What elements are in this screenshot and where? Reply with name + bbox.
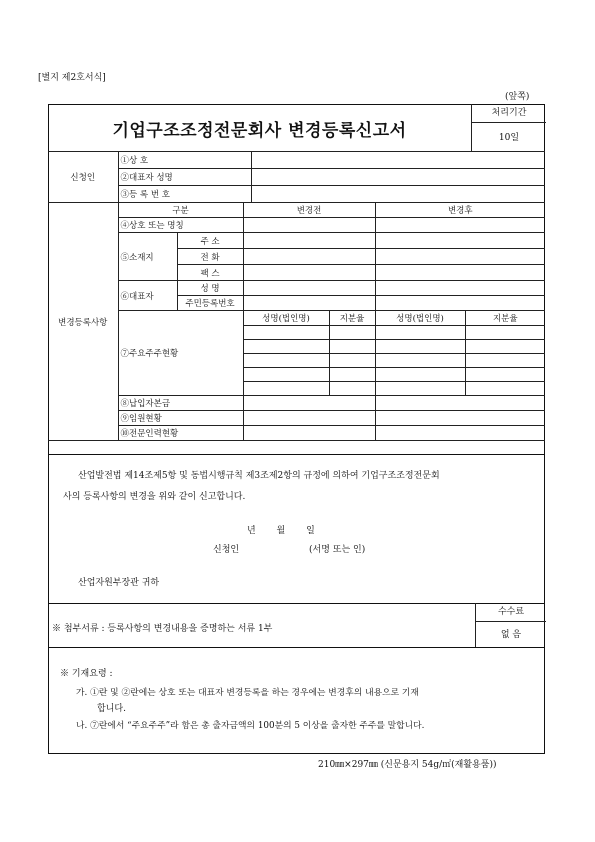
- note-ga-line-1: 가. ①란 및 ②란에는 상호 또는 대표자 변경등록을 하는 경우에는 변경후의 내용으로 기재: [76, 688, 419, 698]
- fee-value: 없 음: [500, 630, 522, 640]
- shareholder-cell[interactable]: [243, 368, 329, 382]
- processing-period-label: 처리기간: [472, 104, 546, 123]
- note-na-line: 나. ⑦란에서 “주요주주”라 함은 총 출자금액의 100분의 5 이상을 출자한 주주를 말합니다.: [76, 721, 425, 731]
- rep-name-before-field[interactable]: [243, 281, 375, 296]
- officers-after-field[interactable]: [375, 411, 545, 426]
- capital-after-field[interactable]: [375, 396, 545, 411]
- attachment-text: ※ 첨부서류 : 등록사항의 변경내용을 증명하는 서류 1부: [52, 624, 273, 634]
- form-number-label: [별지 제2호서식]: [38, 73, 106, 83]
- company-name-label: ①상 호: [118, 152, 251, 169]
- applicant-section-label: 신청인: [48, 152, 118, 203]
- processing-period-box: [471, 104, 546, 152]
- change-section-label: 변경등록사항: [48, 203, 118, 441]
- signer-label: 신청인: [213, 545, 240, 555]
- shareholder-cell[interactable]: [465, 354, 545, 368]
- note-ga-line-2: 합니다.: [97, 704, 126, 714]
- declaration-line-2: 사의 등록사항의 변경을 위와 같이 신고합니다.: [63, 492, 246, 502]
- address-after-field[interactable]: [375, 233, 545, 249]
- form-title: 기업구조조정전문회사 변경등록신고서: [112, 120, 407, 141]
- rep-id-label: 주민등록번호: [177, 296, 243, 311]
- fax-after-field[interactable]: [375, 265, 545, 281]
- front-page-label: (앞쪽): [505, 92, 530, 102]
- category-header: 구분: [118, 203, 243, 218]
- phone-before-field[interactable]: [243, 249, 375, 265]
- shareholder-cell[interactable]: [329, 326, 375, 340]
- shareholder-before-name-header: 성명(법인명): [243, 311, 329, 326]
- staff-after-field[interactable]: [375, 426, 545, 441]
- officers-before-field[interactable]: [243, 411, 375, 426]
- shareholder-cell[interactable]: [243, 340, 329, 354]
- paper-spec-footer: 210㎜×297㎜ (신문용지 54g/㎡(재활용품)): [318, 760, 497, 770]
- phone-label: 전 화: [177, 249, 243, 265]
- shareholder-cell[interactable]: [329, 368, 375, 382]
- name-row-label: ④상호 또는 명칭: [118, 218, 243, 233]
- shareholder-cell[interactable]: [465, 382, 545, 396]
- rep-id-before-field[interactable]: [243, 296, 375, 311]
- representative-name-field[interactable]: [251, 169, 545, 186]
- capital-before-field[interactable]: [243, 396, 375, 411]
- capital-row-label: ⑧납입자본금: [118, 396, 243, 411]
- shareholder-cell[interactable]: [375, 368, 465, 382]
- shareholders-row-label: ⑦주요주주현황: [118, 311, 243, 396]
- processing-period-value: 10일: [498, 133, 520, 143]
- rep-id-after-field[interactable]: [375, 296, 545, 311]
- date-line: 년 월 일: [247, 526, 324, 536]
- staff-before-field[interactable]: [243, 426, 375, 441]
- shareholder-cell[interactable]: [329, 340, 375, 354]
- shareholder-cell[interactable]: [375, 326, 465, 340]
- shareholder-cell[interactable]: [375, 354, 465, 368]
- name-before-field[interactable]: [243, 218, 375, 233]
- declaration-line-1: 산업발전법 제14조제5항 및 동법시행규칙 제3조제2항의 규정에 의하여 기업구조조정전문회: [78, 471, 440, 481]
- registration-number-field[interactable]: [251, 186, 545, 203]
- shareholder-cell[interactable]: [465, 340, 545, 354]
- shareholder-after-share-header: 지분율: [465, 311, 545, 326]
- applicant-table: [48, 151, 545, 203]
- registration-number-label: ③등 록 번 호: [118, 186, 251, 203]
- fax-label: 팩 스: [177, 265, 243, 281]
- shareholder-cell[interactable]: [243, 326, 329, 340]
- before-header: 변경전: [243, 203, 375, 218]
- shareholder-cell[interactable]: [329, 354, 375, 368]
- shareholder-cell[interactable]: [375, 340, 465, 354]
- rep-name-label: 성 명: [177, 281, 243, 296]
- after-header: 변경후: [375, 203, 545, 218]
- fee-label: 수수료: [476, 603, 546, 622]
- rep-name-after-field[interactable]: [375, 281, 545, 296]
- notes-title: ※ 기재요령 :: [60, 669, 113, 679]
- shareholder-before-share-header: 지분율: [329, 311, 375, 326]
- staff-row-label: ⑩전문인력현황: [118, 426, 243, 441]
- shareholder-cell[interactable]: [375, 382, 465, 396]
- fee-box: [475, 603, 546, 647]
- shareholder-cell[interactable]: [243, 354, 329, 368]
- name-after-field[interactable]: [375, 218, 545, 233]
- change-table: [48, 202, 545, 441]
- shareholder-cell[interactable]: [329, 382, 375, 396]
- fax-before-field[interactable]: [243, 265, 375, 281]
- shareholder-cell[interactable]: [465, 326, 545, 340]
- signature-placeholder: (서명 또는 인): [309, 545, 366, 555]
- company-name-field[interactable]: [251, 152, 545, 169]
- shareholder-after-name-header: 성명(법인명): [375, 311, 465, 326]
- address-before-field[interactable]: [243, 233, 375, 249]
- shareholder-cell[interactable]: [243, 382, 329, 396]
- representative-name-label: ②대표자 성명: [118, 169, 251, 186]
- recipient-line: 산업자원부장관 귀하: [78, 578, 160, 588]
- phone-after-field[interactable]: [375, 249, 545, 265]
- address-label: 주 소: [177, 233, 243, 249]
- representative-row-label: ⑥대표자: [118, 281, 177, 311]
- officers-row-label: ⑨임원현황: [118, 411, 243, 426]
- location-row-label: ⑤소재지: [118, 233, 177, 281]
- shareholder-cell[interactable]: [465, 368, 545, 382]
